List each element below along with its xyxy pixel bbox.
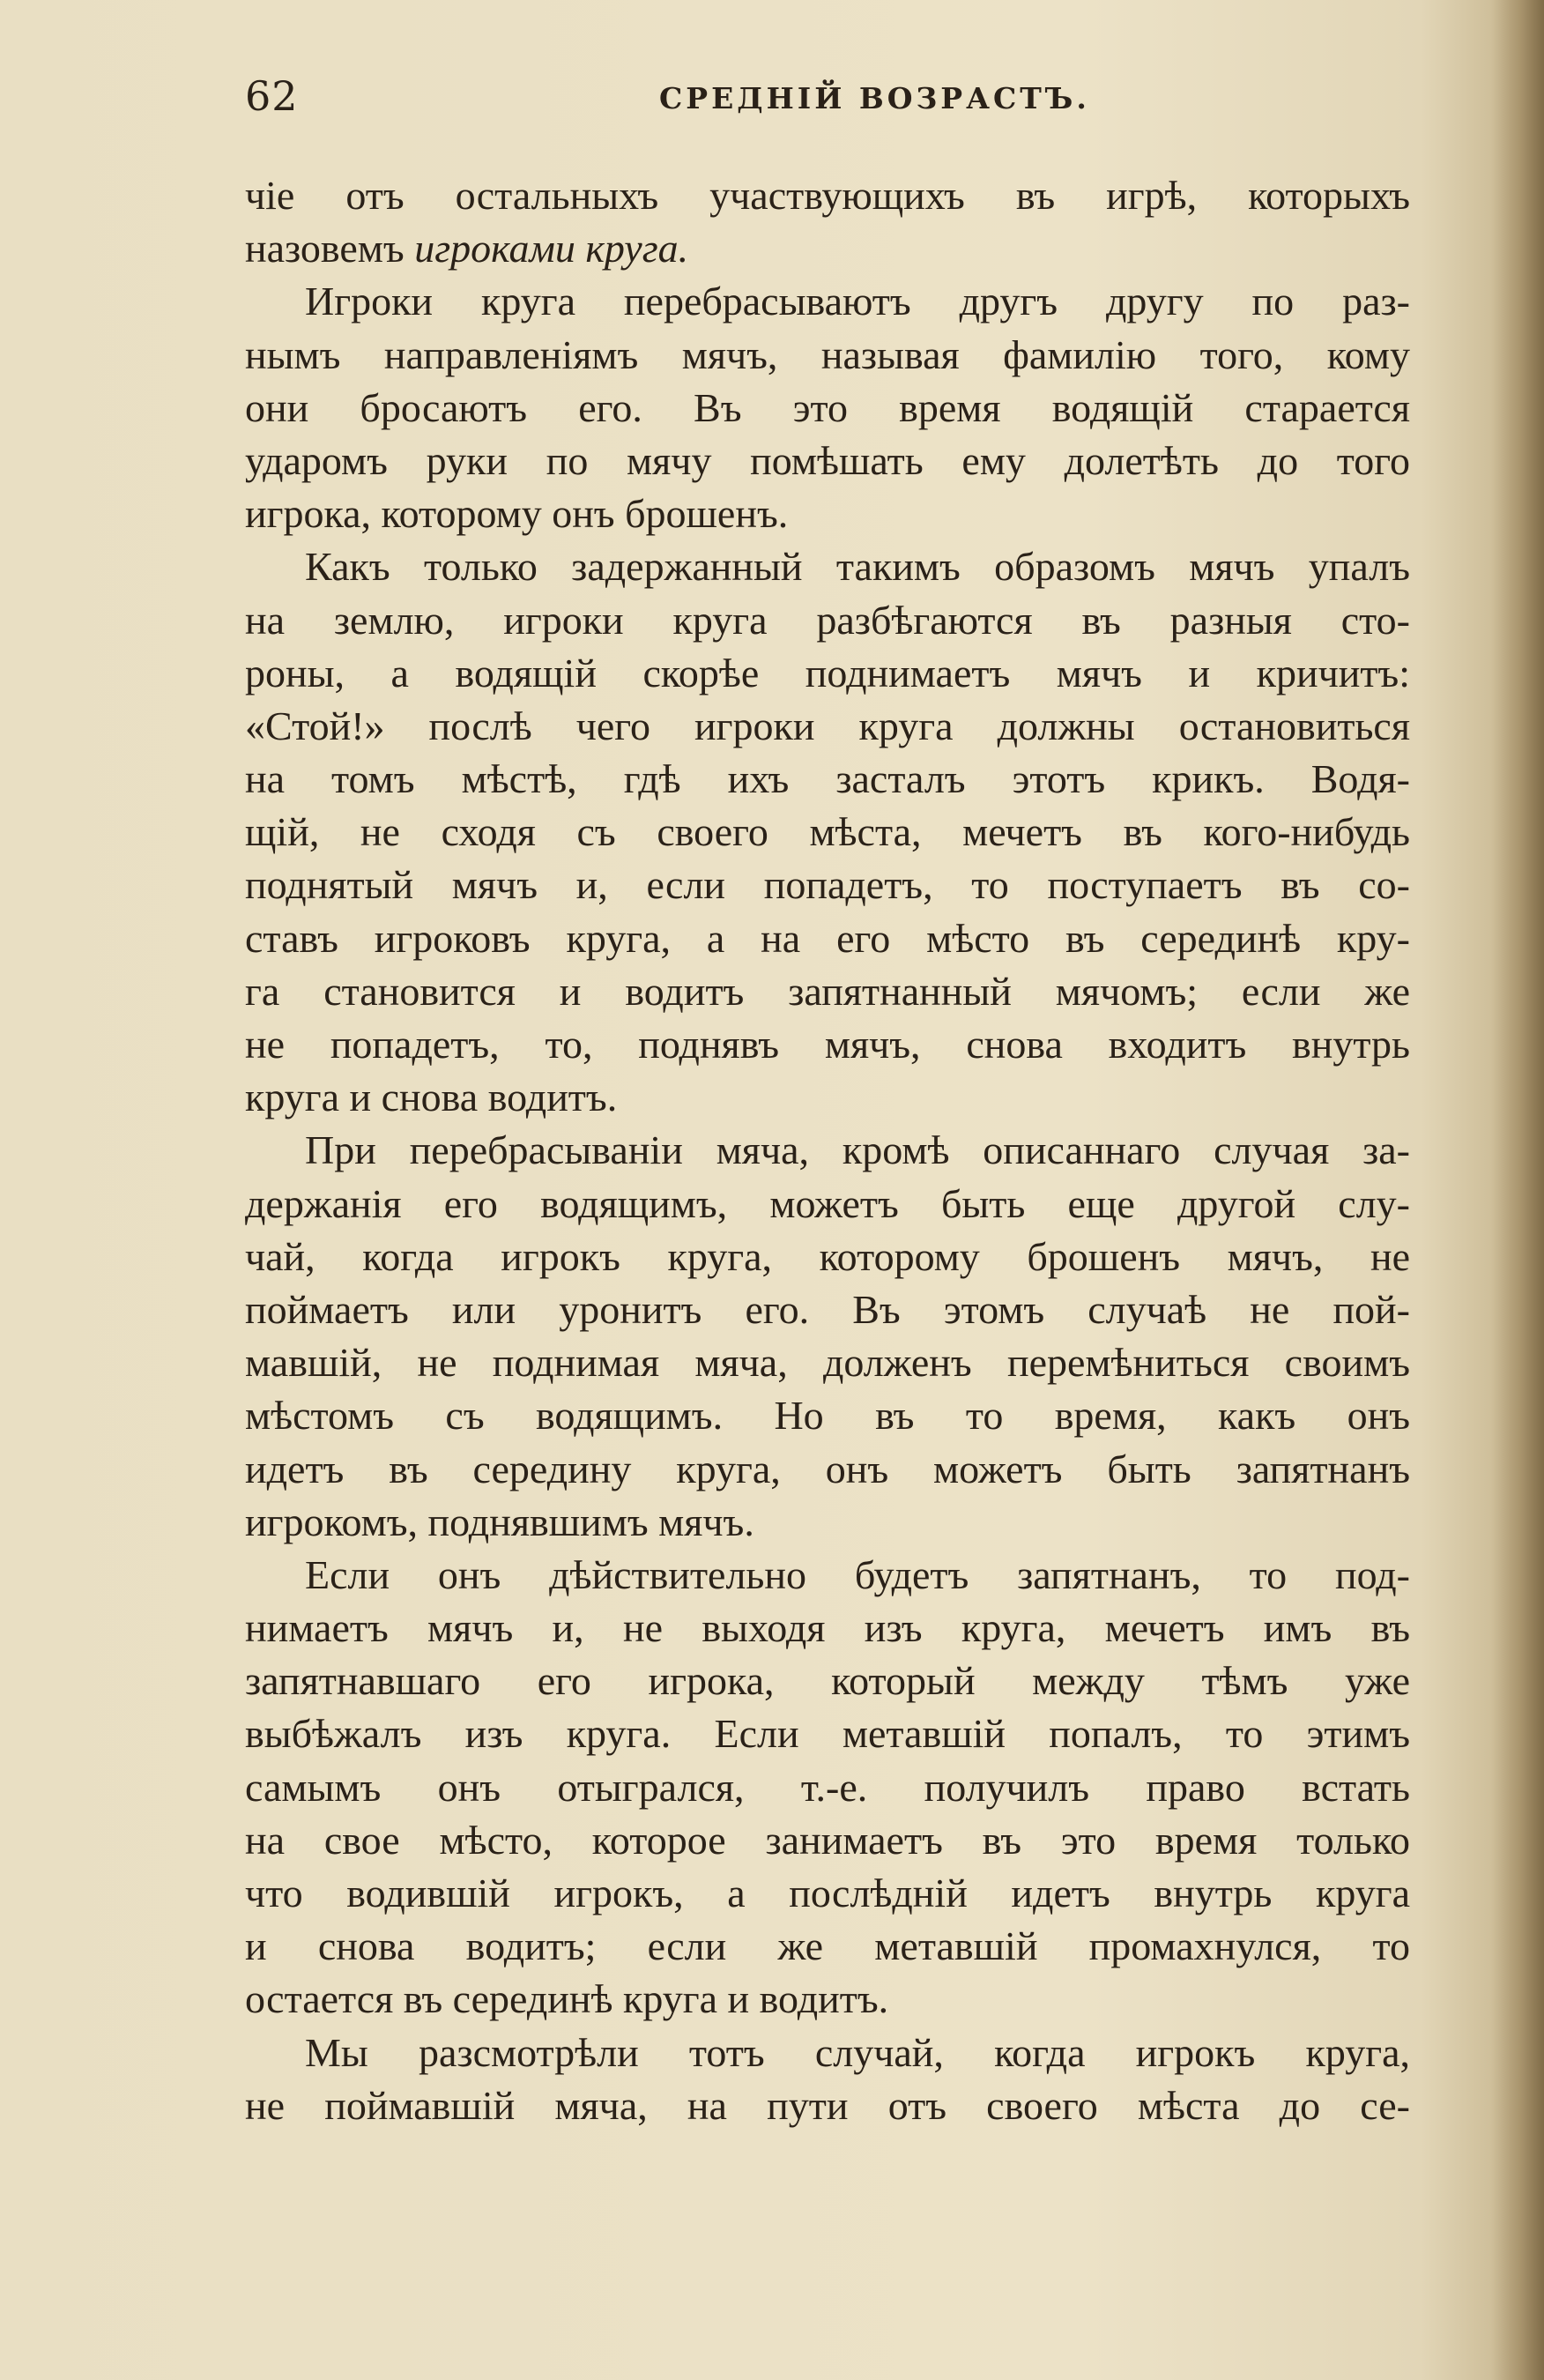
text-line	[245, 1655, 1410, 1707]
text-line	[245, 487, 1410, 540]
text-line-content: идетъ въ середину круга, онъ можетъ быть запятнанъ	[245, 1446, 1410, 1491]
text-line	[245, 1336, 1410, 1389]
text-line-content: выбѣжалъ изъ круга. Если метавшій попалъ, то этимъ	[245, 1711, 1410, 1757]
text-line	[245, 329, 1410, 382]
text-line	[245, 1018, 1410, 1071]
text-line	[245, 965, 1410, 1018]
text-line	[245, 647, 1410, 700]
text-line-content: запятнавшаго его игрока, который между тѣмъ уже	[245, 1658, 1410, 1704]
text-line	[245, 753, 1410, 806]
text-line-content: Если онъ дѣйствительно будетъ запятнанъ, то под-	[305, 1551, 1410, 1597]
page-header	[245, 72, 1408, 125]
text-line	[245, 435, 1410, 487]
text-line	[245, 1231, 1410, 1283]
body-text	[245, 169, 1410, 2132]
text-line-content: чай, когда игрокъ круга, которому брошенъ мячъ, не	[245, 1233, 1410, 1279]
text-line	[245, 169, 1410, 222]
text-line	[245, 1549, 1410, 1602]
text-line	[245, 1389, 1410, 1442]
text-line	[245, 382, 1410, 435]
text-line-content: не попадетъ, то, поднявъ мячъ, снова входитъ внутрь	[245, 1022, 1410, 1067]
italic-term: игроками круга.	[414, 226, 689, 271]
book-spine-shadow	[1491, 0, 1544, 2380]
text-line-content: игрокомъ, поднявшимъ мячъ.	[245, 1499, 754, 1544]
text-line-content: не поймавшій мяча, на пути отъ своего мѣста до се-	[245, 2082, 1410, 2128]
text-line-content: круга и снова водитъ.	[245, 1075, 618, 1120]
text-line-content: мѣстомъ съ водящимъ. Но въ то время, какъ онъ	[245, 1393, 1410, 1439]
text-line-content: они бросаютъ его. Въ это время водящій старается	[245, 384, 1410, 430]
text-line-content: мавшій, не поднимая мяча, долженъ перемѣниться своимъ	[245, 1340, 1410, 1386]
text-line-content: и снова водитъ; если же метавшій промахнулся, то	[245, 1923, 1410, 1969]
text-line-content: на свое мѣсто, которое занимаетъ въ это время только	[245, 1817, 1410, 1863]
text-line	[245, 222, 1410, 275]
text-line-content: нимаетъ мячъ и, не выходя изъ круга, мечетъ имъ въ	[245, 1605, 1410, 1651]
text-line	[245, 1178, 1410, 1231]
text-line-content: остается въ серединѣ круга и водитъ.	[245, 1976, 889, 2022]
page-number: 62	[245, 72, 299, 120]
text-line	[245, 1124, 1410, 1177]
text-line-content: поднятый мячъ и, если попадетъ, то поступаетъ въ со-	[245, 862, 1410, 908]
text-line-content: Игроки круга перебрасываютъ другъ другу по раз-	[305, 279, 1410, 324]
text-line-content: щій, не сходя съ своего мѣста, мечетъ въ кого-нибудь	[245, 809, 1410, 855]
text-line	[245, 594, 1410, 647]
text-line-content: на томъ мѣстѣ, гдѣ ихъ засталъ этотъ крикъ. Водя-	[245, 756, 1410, 802]
text-line-content: При перебрасываніи мяча, кромѣ описаннаго случая за-	[305, 1127, 1410, 1173]
text-line-content: самымъ онъ отыгрался, т.-е. получилъ право встать	[245, 1764, 1410, 1810]
text-line	[245, 1973, 1410, 2026]
text-line	[245, 1920, 1410, 1973]
text-line	[245, 806, 1410, 859]
text-line	[245, 2079, 1410, 2132]
text-line-content: поймаетъ или уронитъ его. Въ этомъ случаѣ не пой-	[245, 1286, 1410, 1332]
text-line-content: назовемъ	[245, 226, 415, 271]
text-line	[245, 1602, 1410, 1655]
text-line-content: роны, а водящій скорѣе поднимаетъ мячъ и кричитъ:	[245, 650, 1410, 695]
text-line-content: чіе отъ остальныхъ участвующихъ въ игрѣ, которыхъ	[245, 173, 1410, 218]
text-line	[245, 2027, 1410, 2079]
text-line-content: игрока, которому онъ брошенъ.	[245, 491, 789, 537]
text-line	[245, 1707, 1410, 1760]
text-line-content: что водившій игрокъ, а послѣдній идетъ внутрь круга	[245, 1871, 1410, 1915]
text-line	[245, 540, 1410, 593]
text-line	[245, 1867, 1410, 1920]
text-line-content: держанія его водящимъ, можетъ быть еще другой слу-	[245, 1180, 1410, 1226]
text-line	[245, 700, 1410, 753]
text-line	[245, 275, 1410, 328]
text-line	[245, 1071, 1410, 1124]
text-line-content: Мы разсмотрѣли тотъ случай, когда игрокъ круга,	[305, 2029, 1410, 2075]
text-line-content: ставъ игроковъ круга, а на его мѣсто въ серединѣ кру-	[245, 915, 1410, 961]
running-head: СРЕДНІЙ ВОЗРАСТЪ.	[659, 81, 1090, 115]
text-line	[245, 859, 1410, 911]
text-line	[245, 1283, 1410, 1336]
text-line-content: ударомъ руки по мячу помѣшать ему долетѣть до того	[245, 437, 1410, 483]
text-line	[245, 1814, 1410, 1867]
text-line-content: га становится и водитъ запятнанный мячомъ; если же	[245, 968, 1410, 1014]
text-line	[245, 1761, 1410, 1814]
text-line	[245, 1443, 1410, 1496]
text-line-content: нымъ направленіямъ мячъ, называя фамилію того, кому	[245, 331, 1410, 377]
text-line-content: Какъ только задержанный такимъ образомъ мячъ упалъ	[305, 544, 1410, 590]
text-line	[245, 1496, 1410, 1549]
text-line	[245, 912, 1410, 965]
text-line-content: «Стой!» послѣ чего игроки круга должны остановиться	[245, 703, 1410, 748]
text-line-content: на землю, игроки круга разбѣгаются въ разныя сто-	[245, 597, 1410, 643]
